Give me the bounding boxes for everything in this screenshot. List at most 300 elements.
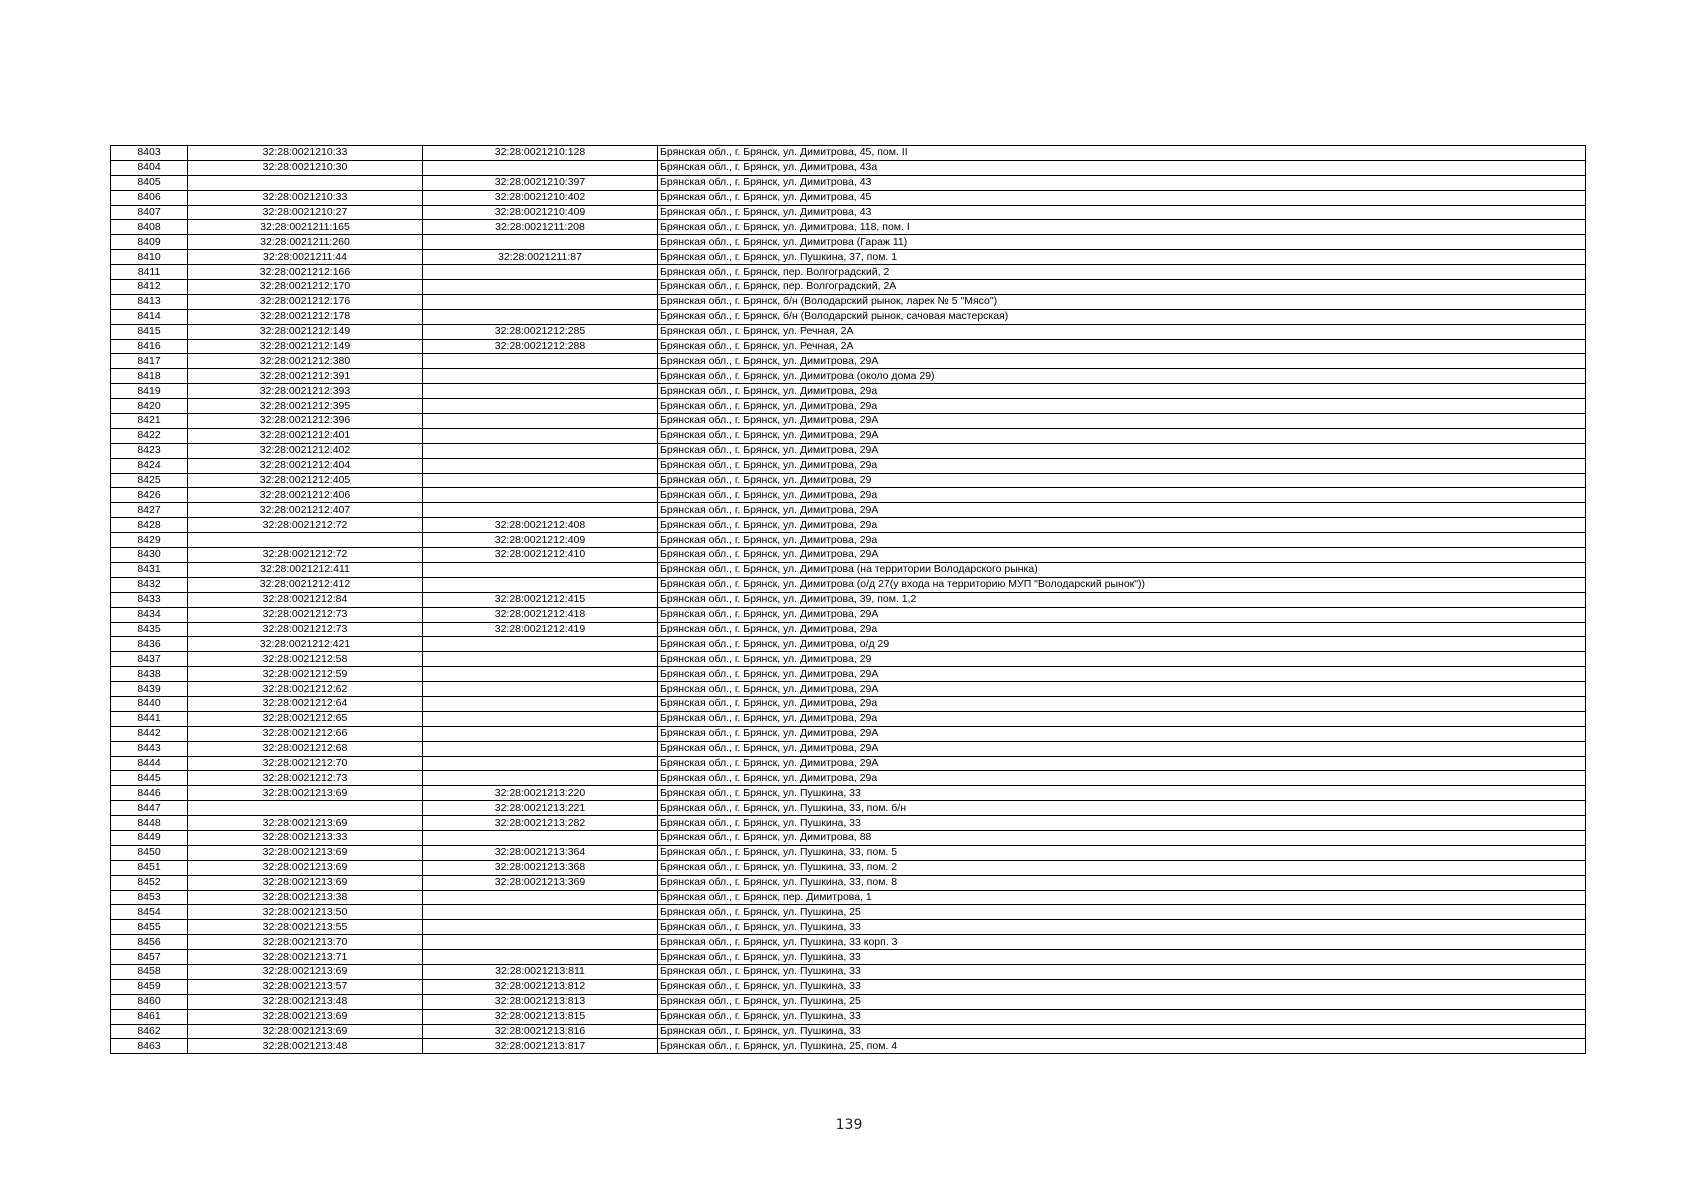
table-row	[111, 964, 1586, 979]
table-row	[111, 950, 1586, 965]
row-number-cell: 8403	[111, 146, 188, 161]
address-cell: Брянская обл., г. Брянск, ул. Димитрова, 29а	[658, 771, 1586, 786]
address-cell: Брянская обл., г. Брянск, ул. Димитрова, 29а	[658, 696, 1586, 711]
table-row	[111, 354, 1586, 369]
address-cell: Брянская обл., г. Брянск, ул. Пушкина, 25, пом. 4	[658, 1039, 1586, 1054]
object-cadastral-cell: 32:28:0021213:811	[423, 964, 658, 979]
table-row	[111, 577, 1586, 592]
table-row	[111, 726, 1586, 741]
address-cell: Брянская обл., г. Брянск, ул. Пушкина, 33, пом. 8	[658, 875, 1586, 890]
address-cell: Брянская обл., г. Брянск, ул. Димитрова, 29А	[658, 726, 1586, 741]
object-cadastral-cell	[423, 160, 658, 175]
address-cell: Брянская обл., г. Брянск, ул. Димитрова, 29а	[658, 711, 1586, 726]
table-row	[111, 637, 1586, 652]
object-cadastral-cell	[423, 726, 658, 741]
object-cadastral-cell	[423, 905, 658, 920]
row-number-cell: 8414	[111, 309, 188, 324]
parcel-cadastral-cell: 32:28:0021212:65	[188, 711, 423, 726]
parcel-cadastral-cell: 32:28:0021213:69	[188, 845, 423, 860]
parcel-cadastral-cell: 32:28:0021213:69	[188, 1024, 423, 1039]
parcel-cadastral-cell: 32:28:0021212:391	[188, 369, 423, 384]
object-cadastral-cell: 32:28:0021210:402	[423, 190, 658, 205]
parcel-cadastral-cell: 32:28:0021213:48	[188, 994, 423, 1009]
address-cell: Брянская обл., г. Брянск, ул. Пушкина, 33	[658, 964, 1586, 979]
table-row	[111, 473, 1586, 488]
row-number-cell: 8449	[111, 830, 188, 845]
address-cell: Брянская обл., г. Брянск, ул. Пушкина, 33	[658, 979, 1586, 994]
object-cadastral-cell	[423, 682, 658, 697]
row-number-cell: 8444	[111, 756, 188, 771]
object-cadastral-cell: 32:28:0021213:815	[423, 1009, 658, 1024]
address-cell: Брянская обл., г. Брянск, ул. Димитрова, 43	[658, 175, 1586, 190]
address-cell: Брянская обл., г. Брянск, ул. Димитрова (на территории Володарского рынка)	[658, 562, 1586, 577]
object-cadastral-cell: 32:28:0021213:817	[423, 1039, 658, 1054]
table-row	[111, 860, 1586, 875]
registry-table-body	[111, 146, 1586, 1054]
object-cadastral-cell	[423, 950, 658, 965]
object-cadastral-cell	[423, 458, 658, 473]
parcel-cadastral-cell: 32:28:0021212:393	[188, 384, 423, 399]
object-cadastral-cell: 32:28:0021213:812	[423, 979, 658, 994]
object-cadastral-cell	[423, 399, 658, 414]
row-number-cell: 8418	[111, 369, 188, 384]
parcel-cadastral-cell: 32:28:0021210:33	[188, 146, 423, 161]
row-number-cell: 8454	[111, 905, 188, 920]
table-row	[111, 890, 1586, 905]
address-cell: Брянская обл., г. Брянск, ул. Димитрова, 29А	[658, 741, 1586, 756]
row-number-cell: 8458	[111, 964, 188, 979]
row-number-cell: 8423	[111, 443, 188, 458]
object-cadastral-cell: 32:28:0021213:813	[423, 994, 658, 1009]
parcel-cadastral-cell: 32:28:0021212:170	[188, 280, 423, 295]
object-cadastral-cell	[423, 696, 658, 711]
row-number-cell: 8422	[111, 428, 188, 443]
table-row	[111, 458, 1586, 473]
object-cadastral-cell	[423, 265, 658, 280]
parcel-cadastral-cell: 32:28:0021212:72	[188, 518, 423, 533]
parcel-cadastral-cell: 32:28:0021210:33	[188, 190, 423, 205]
table-row	[111, 696, 1586, 711]
address-cell: Брянская обл., г. Брянск, ул. Димитрова, о/д 29	[658, 637, 1586, 652]
table-row	[111, 652, 1586, 667]
table-row	[111, 830, 1586, 845]
row-number-cell: 8433	[111, 592, 188, 607]
table-row	[111, 205, 1586, 220]
object-cadastral-cell: 32:28:0021212:418	[423, 607, 658, 622]
address-cell: Брянская обл., г. Брянск, ул. Пушкина, 33, пом. б/н	[658, 801, 1586, 816]
object-cadastral-cell	[423, 428, 658, 443]
parcel-cadastral-cell: 32:28:0021212:404	[188, 458, 423, 473]
address-cell: Брянская обл., г. Брянск, пер. Волгоградский, 2	[658, 265, 1586, 280]
row-number-cell: 8459	[111, 979, 188, 994]
row-number-cell: 8435	[111, 622, 188, 637]
object-cadastral-cell	[423, 488, 658, 503]
address-cell: Брянская обл., г. Брянск, ул. Речная, 2А	[658, 339, 1586, 354]
table-row	[111, 1009, 1586, 1024]
parcel-cadastral-cell: 32:28:0021212:401	[188, 428, 423, 443]
object-cadastral-cell: 32:28:0021213:369	[423, 875, 658, 890]
table-row	[111, 1024, 1586, 1039]
row-number-cell: 8440	[111, 696, 188, 711]
address-cell: Брянская обл., г. Брянск, б/н (Володарский рынок, сачовая мастерская)	[658, 309, 1586, 324]
object-cadastral-cell: 32:28:0021210:397	[423, 175, 658, 190]
table-row	[111, 399, 1586, 414]
row-number-cell: 8437	[111, 652, 188, 667]
table-row	[111, 682, 1586, 697]
parcel-cadastral-cell: 32:28:0021212:68	[188, 741, 423, 756]
object-cadastral-cell	[423, 235, 658, 250]
table-row	[111, 503, 1586, 518]
row-number-cell: 8456	[111, 935, 188, 950]
table-row	[111, 756, 1586, 771]
address-cell: Брянская обл., г. Брянск, ул. Димитрова, 29А	[658, 682, 1586, 697]
object-cadastral-cell	[423, 711, 658, 726]
object-cadastral-cell: 32:28:0021212:409	[423, 533, 658, 548]
table-row	[111, 816, 1586, 831]
address-cell: Брянская обл., г. Брянск, ул. Димитрова, 29а	[658, 384, 1586, 399]
table-row	[111, 875, 1586, 890]
parcel-cadastral-cell	[188, 801, 423, 816]
table-row	[111, 994, 1586, 1009]
row-number-cell: 8426	[111, 488, 188, 503]
address-cell: Брянская обл., г. Брянск, пер. Волгоградский, 2А	[658, 280, 1586, 295]
row-number-cell: 8428	[111, 518, 188, 533]
address-cell: Брянская обл., г. Брянск, ул. Димитрова, 29А	[658, 414, 1586, 429]
row-number-cell: 8438	[111, 667, 188, 682]
parcel-cadastral-cell: 32:28:0021211:260	[188, 235, 423, 250]
row-number-cell: 8409	[111, 235, 188, 250]
table-row	[111, 533, 1586, 548]
address-cell: Брянская обл., г. Брянск, б/н (Володарский рынок, ларек № 5 "Мясо")	[658, 294, 1586, 309]
row-number-cell: 8452	[111, 875, 188, 890]
parcel-cadastral-cell: 32:28:0021213:69	[188, 786, 423, 801]
object-cadastral-cell	[423, 294, 658, 309]
address-cell: Брянская обл., г. Брянск, ул. Димитрова, 29	[658, 473, 1586, 488]
object-cadastral-cell: 32:28:0021213:221	[423, 801, 658, 816]
row-number-cell: 8407	[111, 205, 188, 220]
address-cell: Брянская обл., г. Брянск, ул. Пушкина, 33	[658, 920, 1586, 935]
table-row	[111, 607, 1586, 622]
object-cadastral-cell: 32:28:0021211:208	[423, 220, 658, 235]
parcel-cadastral-cell: 32:28:0021212:395	[188, 399, 423, 414]
table-row	[111, 339, 1586, 354]
table-row	[111, 146, 1586, 161]
row-number-cell: 8427	[111, 503, 188, 518]
table-row	[111, 786, 1586, 801]
table-row	[111, 548, 1586, 563]
parcel-cadastral-cell: 32:28:0021212:406	[188, 488, 423, 503]
parcel-cadastral-cell: 32:28:0021213:33	[188, 830, 423, 845]
address-cell: Брянская обл., г. Брянск, ул. Димитрова, 29А	[658, 443, 1586, 458]
table-row	[111, 235, 1586, 250]
row-number-cell: 8417	[111, 354, 188, 369]
address-cell: Брянская обл., г. Брянск, ул. Димитрова, 29а	[658, 458, 1586, 473]
address-cell: Брянская обл., г. Брянск, ул. Пушкина, 33	[658, 816, 1586, 831]
row-number-cell: 8408	[111, 220, 188, 235]
parcel-cadastral-cell: 32:28:0021212:149	[188, 339, 423, 354]
parcel-cadastral-cell: 32:28:0021213:55	[188, 920, 423, 935]
row-number-cell: 8410	[111, 250, 188, 265]
table-row	[111, 369, 1586, 384]
parcel-cadastral-cell: 32:28:0021212:72	[188, 548, 423, 563]
row-number-cell: 8425	[111, 473, 188, 488]
address-cell: Брянская обл., г. Брянск, ул. Пушкина, 33	[658, 786, 1586, 801]
address-cell: Брянская обл., г. Брянск, ул. Пушкина, 25	[658, 905, 1586, 920]
parcel-cadastral-cell: 32:28:0021212:73	[188, 771, 423, 786]
table-row	[111, 428, 1586, 443]
object-cadastral-cell	[423, 280, 658, 295]
address-cell: Брянская обл., г. Брянск, ул. Пушкина, 33, пом. 2	[658, 860, 1586, 875]
row-number-cell: 8416	[111, 339, 188, 354]
row-number-cell: 8443	[111, 741, 188, 756]
object-cadastral-cell	[423, 667, 658, 682]
parcel-cadastral-cell: 32:28:0021213:70	[188, 935, 423, 950]
row-number-cell: 8439	[111, 682, 188, 697]
parcel-cadastral-cell: 32:28:0021212:73	[188, 622, 423, 637]
address-cell: Брянская обл., г. Брянск, ул. Димитрова, 29	[658, 652, 1586, 667]
table-row	[111, 1039, 1586, 1054]
object-cadastral-cell: 32:28:0021213:368	[423, 860, 658, 875]
object-cadastral-cell	[423, 473, 658, 488]
address-cell: Брянская обл., г. Брянск, пер. Димитрова, 1	[658, 890, 1586, 905]
row-number-cell: 8432	[111, 577, 188, 592]
object-cadastral-cell: 32:28:0021213:220	[423, 786, 658, 801]
object-cadastral-cell: 32:28:0021212:408	[423, 518, 658, 533]
table-row	[111, 443, 1586, 458]
table-row	[111, 562, 1586, 577]
object-cadastral-cell	[423, 935, 658, 950]
row-number-cell: 8412	[111, 280, 188, 295]
row-number-cell: 8404	[111, 160, 188, 175]
parcel-cadastral-cell	[188, 175, 423, 190]
table-row	[111, 324, 1586, 339]
object-cadastral-cell: 32:28:0021213:816	[423, 1024, 658, 1039]
page-number: 139	[835, 1117, 863, 1133]
parcel-cadastral-cell: 32:28:0021212:178	[188, 309, 423, 324]
table-row	[111, 414, 1586, 429]
address-cell: Брянская обл., г. Брянск, ул. Димитрова, 29А	[658, 354, 1586, 369]
parcel-cadastral-cell: 32:28:0021210:30	[188, 160, 423, 175]
address-cell: Брянская обл., г. Брянск, ул. Димитрова (о/д 27(у входа на территорию МУП "Володарский рынок"))	[658, 577, 1586, 592]
parcel-cadastral-cell: 32:28:0021212:402	[188, 443, 423, 458]
row-number-cell: 8430	[111, 548, 188, 563]
row-number-cell: 8450	[111, 845, 188, 860]
object-cadastral-cell: 32:28:0021210:128	[423, 146, 658, 161]
parcel-cadastral-cell: 32:28:0021213:69	[188, 1009, 423, 1024]
address-cell: Брянская обл., г. Брянск, ул. Димитрова, 45	[658, 190, 1586, 205]
table-row	[111, 935, 1586, 950]
object-cadastral-cell	[423, 756, 658, 771]
parcel-cadastral-cell: 32:28:0021212:66	[188, 726, 423, 741]
parcel-cadastral-cell: 32:28:0021213:69	[188, 964, 423, 979]
parcel-cadastral-cell: 32:28:0021212:421	[188, 637, 423, 652]
object-cadastral-cell: 32:28:0021213:282	[423, 816, 658, 831]
table-row	[111, 220, 1586, 235]
address-cell: Брянская обл., г. Брянск, ул. Пушкина, 33	[658, 950, 1586, 965]
table-row	[111, 905, 1586, 920]
table-row	[111, 309, 1586, 324]
address-cell: Брянская обл., г. Брянск, ул. Пушкина, 33	[658, 1024, 1586, 1039]
address-cell: Брянская обл., г. Брянск, ул. Димитрова, 29А	[658, 607, 1586, 622]
row-number-cell: 8451	[111, 860, 188, 875]
object-cadastral-cell	[423, 771, 658, 786]
table-row	[111, 771, 1586, 786]
table-row	[111, 622, 1586, 637]
row-number-cell: 8413	[111, 294, 188, 309]
address-cell: Брянская обл., г. Брянск, ул. Димитрова, 29а	[658, 518, 1586, 533]
table-row	[111, 190, 1586, 205]
table-row	[111, 667, 1586, 682]
object-cadastral-cell	[423, 637, 658, 652]
address-cell: Брянская обл., г. Брянск, ул. Димитрова, 29А	[658, 667, 1586, 682]
parcel-cadastral-cell: 32:28:0021213:57	[188, 979, 423, 994]
address-cell: Брянская обл., г. Брянск, ул. Димитрова (Гараж 11)	[658, 235, 1586, 250]
parcel-cadastral-cell: 32:28:0021212:176	[188, 294, 423, 309]
table-row	[111, 518, 1586, 533]
parcel-cadastral-cell: 32:28:0021211:44	[188, 250, 423, 265]
object-cadastral-cell: 32:28:0021212:288	[423, 339, 658, 354]
table-row	[111, 294, 1586, 309]
row-number-cell: 8448	[111, 816, 188, 831]
parcel-cadastral-cell: 32:28:0021212:396	[188, 414, 423, 429]
object-cadastral-cell	[423, 384, 658, 399]
row-number-cell: 8441	[111, 711, 188, 726]
address-cell: Брянская обл., г. Брянск, ул. Речная, 2А	[658, 324, 1586, 339]
object-cadastral-cell: 32:28:0021212:410	[423, 548, 658, 563]
parcel-cadastral-cell: 32:28:0021212:149	[188, 324, 423, 339]
parcel-cadastral-cell: 32:28:0021212:73	[188, 607, 423, 622]
address-cell: Брянская обл., г. Брянск, ул. Димитрова, 29А	[658, 548, 1586, 563]
address-cell: Брянская обл., г. Брянск, ул. Димитрова, 43	[658, 205, 1586, 220]
parcel-cadastral-cell: 32:28:0021212:62	[188, 682, 423, 697]
object-cadastral-cell	[423, 920, 658, 935]
address-cell: Брянская обл., г. Брянск, ул. Димитрова, 45, пом. II	[658, 146, 1586, 161]
table-row	[111, 592, 1586, 607]
parcel-cadastral-cell: 32:28:0021212:407	[188, 503, 423, 518]
object-cadastral-cell	[423, 562, 658, 577]
address-cell: Брянская обл., г. Брянск, ул. Димитрова, 29а	[658, 488, 1586, 503]
parcel-cadastral-cell: 32:28:0021213:71	[188, 950, 423, 965]
table-row	[111, 711, 1586, 726]
row-number-cell: 8463	[111, 1039, 188, 1054]
object-cadastral-cell: 32:28:0021213:364	[423, 845, 658, 860]
address-cell: Брянская обл., г. Брянск, ул. Димитрова, 29А	[658, 756, 1586, 771]
table-row	[111, 488, 1586, 503]
parcel-cadastral-cell: 32:28:0021210:27	[188, 205, 423, 220]
row-number-cell: 8447	[111, 801, 188, 816]
row-number-cell: 8431	[111, 562, 188, 577]
object-cadastral-cell	[423, 503, 658, 518]
row-number-cell: 8415	[111, 324, 188, 339]
parcel-cadastral-cell: 32:28:0021213:50	[188, 905, 423, 920]
row-number-cell: 8446	[111, 786, 188, 801]
parcel-cadastral-cell: 32:28:0021212:58	[188, 652, 423, 667]
table-row	[111, 280, 1586, 295]
row-number-cell: 8455	[111, 920, 188, 935]
object-cadastral-cell: 32:28:0021211:87	[423, 250, 658, 265]
parcel-cadastral-cell: 32:28:0021213:69	[188, 860, 423, 875]
row-number-cell: 8442	[111, 726, 188, 741]
table-row	[111, 160, 1586, 175]
registry-table	[110, 145, 1586, 1054]
object-cadastral-cell	[423, 577, 658, 592]
object-cadastral-cell	[423, 443, 658, 458]
address-cell: Брянская обл., г. Брянск, ул. Димитрова, 88	[658, 830, 1586, 845]
table-row	[111, 920, 1586, 935]
table-row	[111, 250, 1586, 265]
address-cell: Брянская обл., г. Брянск, ул. Димитрова, 29а	[658, 399, 1586, 414]
object-cadastral-cell	[423, 309, 658, 324]
parcel-cadastral-cell: 32:28:0021212:59	[188, 667, 423, 682]
object-cadastral-cell	[423, 652, 658, 667]
parcel-cadastral-cell: 32:28:0021213:69	[188, 875, 423, 890]
row-number-cell: 8462	[111, 1024, 188, 1039]
row-number-cell: 8421	[111, 414, 188, 429]
object-cadastral-cell: 32:28:0021212:419	[423, 622, 658, 637]
row-number-cell: 8405	[111, 175, 188, 190]
object-cadastral-cell	[423, 369, 658, 384]
row-number-cell: 8420	[111, 399, 188, 414]
address-cell: Брянская обл., г. Брянск, ул. Димитрова, 29А	[658, 503, 1586, 518]
object-cadastral-cell	[423, 890, 658, 905]
row-number-cell: 8445	[111, 771, 188, 786]
object-cadastral-cell	[423, 414, 658, 429]
row-number-cell: 8436	[111, 637, 188, 652]
object-cadastral-cell: 32:28:0021210:409	[423, 205, 658, 220]
parcel-cadastral-cell: 32:28:0021212:64	[188, 696, 423, 711]
object-cadastral-cell	[423, 354, 658, 369]
parcel-cadastral-cell: 32:28:0021212:166	[188, 265, 423, 280]
table-row	[111, 979, 1586, 994]
row-number-cell: 8429	[111, 533, 188, 548]
address-cell: Брянская обл., г. Брянск, ул. Димитрова, 29а	[658, 533, 1586, 548]
table-row	[111, 175, 1586, 190]
table-row	[111, 845, 1586, 860]
parcel-cadastral-cell: 32:28:0021212:411	[188, 562, 423, 577]
parcel-cadastral-cell: 32:28:0021213:38	[188, 890, 423, 905]
row-number-cell: 8434	[111, 607, 188, 622]
address-cell: Брянская обл., г. Брянск, ул. Пушкина, 33, пом. 5	[658, 845, 1586, 860]
parcel-cadastral-cell: 32:28:0021212:405	[188, 473, 423, 488]
parcel-cadastral-cell: 32:28:0021212:84	[188, 592, 423, 607]
address-cell: Брянская обл., г. Брянск, ул. Димитрова (около дома 29)	[658, 369, 1586, 384]
parcel-cadastral-cell: 32:28:0021213:69	[188, 816, 423, 831]
parcel-cadastral-cell: 32:28:0021212:380	[188, 354, 423, 369]
table-row	[111, 265, 1586, 280]
parcel-cadastral-cell: 32:28:0021213:48	[188, 1039, 423, 1054]
address-cell: Брянская обл., г. Брянск, ул. Пушкина, 25	[658, 994, 1586, 1009]
address-cell: Брянская обл., г. Брянск, ул. Димитрова, 29а	[658, 622, 1586, 637]
address-cell: Брянская обл., г. Брянск, ул. Димитрова, 43а	[658, 160, 1586, 175]
address-cell: Брянская обл., г. Брянск, ул. Пушкина, 37, пом. 1	[658, 250, 1586, 265]
table-row	[111, 801, 1586, 816]
object-cadastral-cell: 32:28:0021212:415	[423, 592, 658, 607]
parcel-cadastral-cell	[188, 533, 423, 548]
table-row	[111, 384, 1586, 399]
row-number-cell: 8406	[111, 190, 188, 205]
row-number-cell: 8457	[111, 950, 188, 965]
address-cell: Брянская обл., г. Брянск, ул. Димитрова, 29А	[658, 428, 1586, 443]
address-cell: Брянская обл., г. Брянск, ул. Димитрова, 118, пом. I	[658, 220, 1586, 235]
address-cell: Брянская обл., г. Брянск, ул. Димитрова, 39, пом. 1,2	[658, 592, 1586, 607]
row-number-cell: 8411	[111, 265, 188, 280]
address-cell: Брянская обл., г. Брянск, ул. Пушкина, 33 корп. 3	[658, 935, 1586, 950]
table-row	[111, 741, 1586, 756]
row-number-cell: 8424	[111, 458, 188, 473]
parcel-cadastral-cell: 32:28:0021212:70	[188, 756, 423, 771]
row-number-cell: 8419	[111, 384, 188, 399]
object-cadastral-cell	[423, 830, 658, 845]
